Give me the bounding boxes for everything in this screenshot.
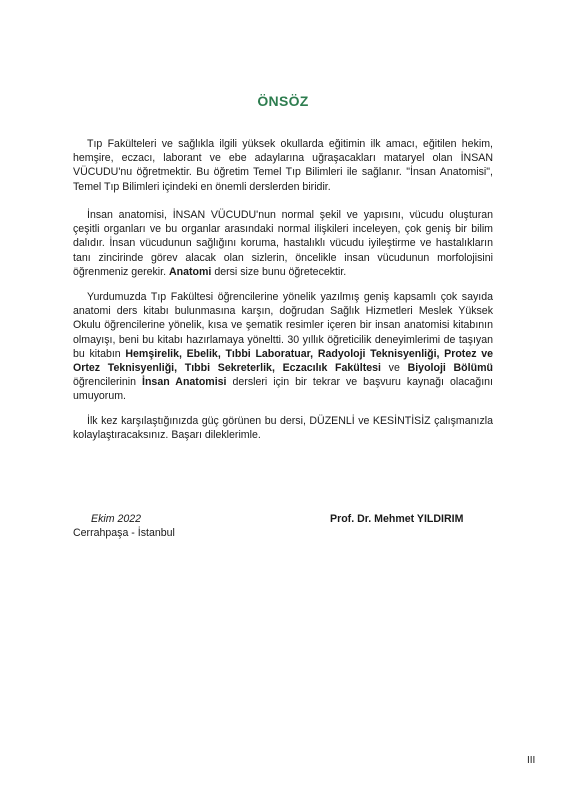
bold-run: Biyoloji Bölümü: [407, 362, 493, 375]
paragraph-text: Tıp Fakülteleri ve sağlıkla ilgili yüksek okullarda eğitimin ilk amacı, eğitilen hekim, hemşire, eczacı, laborant ve ebe adaylarına uğraşacakları mataryel olan İNSAN VÜCUDU'nu öğretmektir. Bu öğretim Temel Tıp Bilimleri ile sağlanır. "İnsan Anatomisi", Temel Tıp Bilimleri içindeki en önemli derslerden biridir.: [73, 138, 493, 193]
text-run: Yurdumuzda Tıp Fakültesi öğrencilerine yönelik yazılmış geniş kapsamlı çok sayıda anatomi ders kitabı bulunmasına karşın, doğrudan Sağlık Hizmetleri Meslek Yüksek Okulu öğrencilerine yönelik, kısa ve şematik resimler içeren bir insan anatomisi kitabının olmayışı, beni bu kitabı hazırlamaya yöneltti. 30 yıllık öğreticilik deneyimlerimi de taşıyan bu kitabın: [73, 291, 493, 360]
preface-paragraph-4: [73, 414, 493, 442]
signature-place: Cerrahpaşa - İstanbul: [73, 527, 175, 539]
preface-paragraph-2: [73, 208, 493, 279]
signature-date: Ekim 2022: [91, 513, 142, 525]
paragraph-text: İlk kez karşılaştığınızda güç görünen bu dersi, DÜZENLİ ve KESİNTİSİZ çalışmanızla kolaylaştıracaksınız. Başarı dileklerimle.: [73, 415, 493, 442]
page-number: III: [527, 755, 536, 766]
preface-paragraph-3: [73, 290, 493, 404]
bold-run: Anatomi: [169, 265, 212, 278]
text-run: ve: [388, 362, 400, 375]
signature-author: Prof. Dr. Mehmet YILDIRIM: [330, 513, 464, 525]
text-run: dersi size bunu öğretecektir.: [214, 265, 347, 278]
text-run: İnsan anatomisi, İNSAN VÜCUDU'nun normal şekil ve yapısını, vücudu oluşturan çeşitli organları ve bu organlar arasındaki normal ilişkileri inceleyen, çok geniş bir bilim dalıdır. İnsan vücudunun sağlığını koruma, hastalıklı vücudu iyileştirme ve hastalıkların tanı zincirinde görev alacak olan sizlerin, öncelikle insan vücudunun morfolojisini öğrenmeniz gerekir.: [73, 209, 493, 278]
bold-run: İnsan Anatomisi: [142, 376, 227, 389]
bold-run: Hemşirelik, Ebelik, Tıbbi Laboratuar, Radyoloji Teknisyenliği, Protez ve Ortez Teknisyenliği, Tıbbi Sekreterlik, Eczacılık Fakültesi: [73, 347, 493, 375]
paragraph-text: [73, 290, 493, 404]
paragraph-text: [73, 208, 493, 279]
page-title: ÖNSÖZ: [257, 93, 309, 109]
text-run: öğrencilerinin: [73, 376, 137, 389]
preface-paragraph-1: [73, 137, 493, 194]
text-run: dersleri için bir tekrar ve başvuru kaynağı olacağını umuyorum.: [73, 376, 493, 403]
